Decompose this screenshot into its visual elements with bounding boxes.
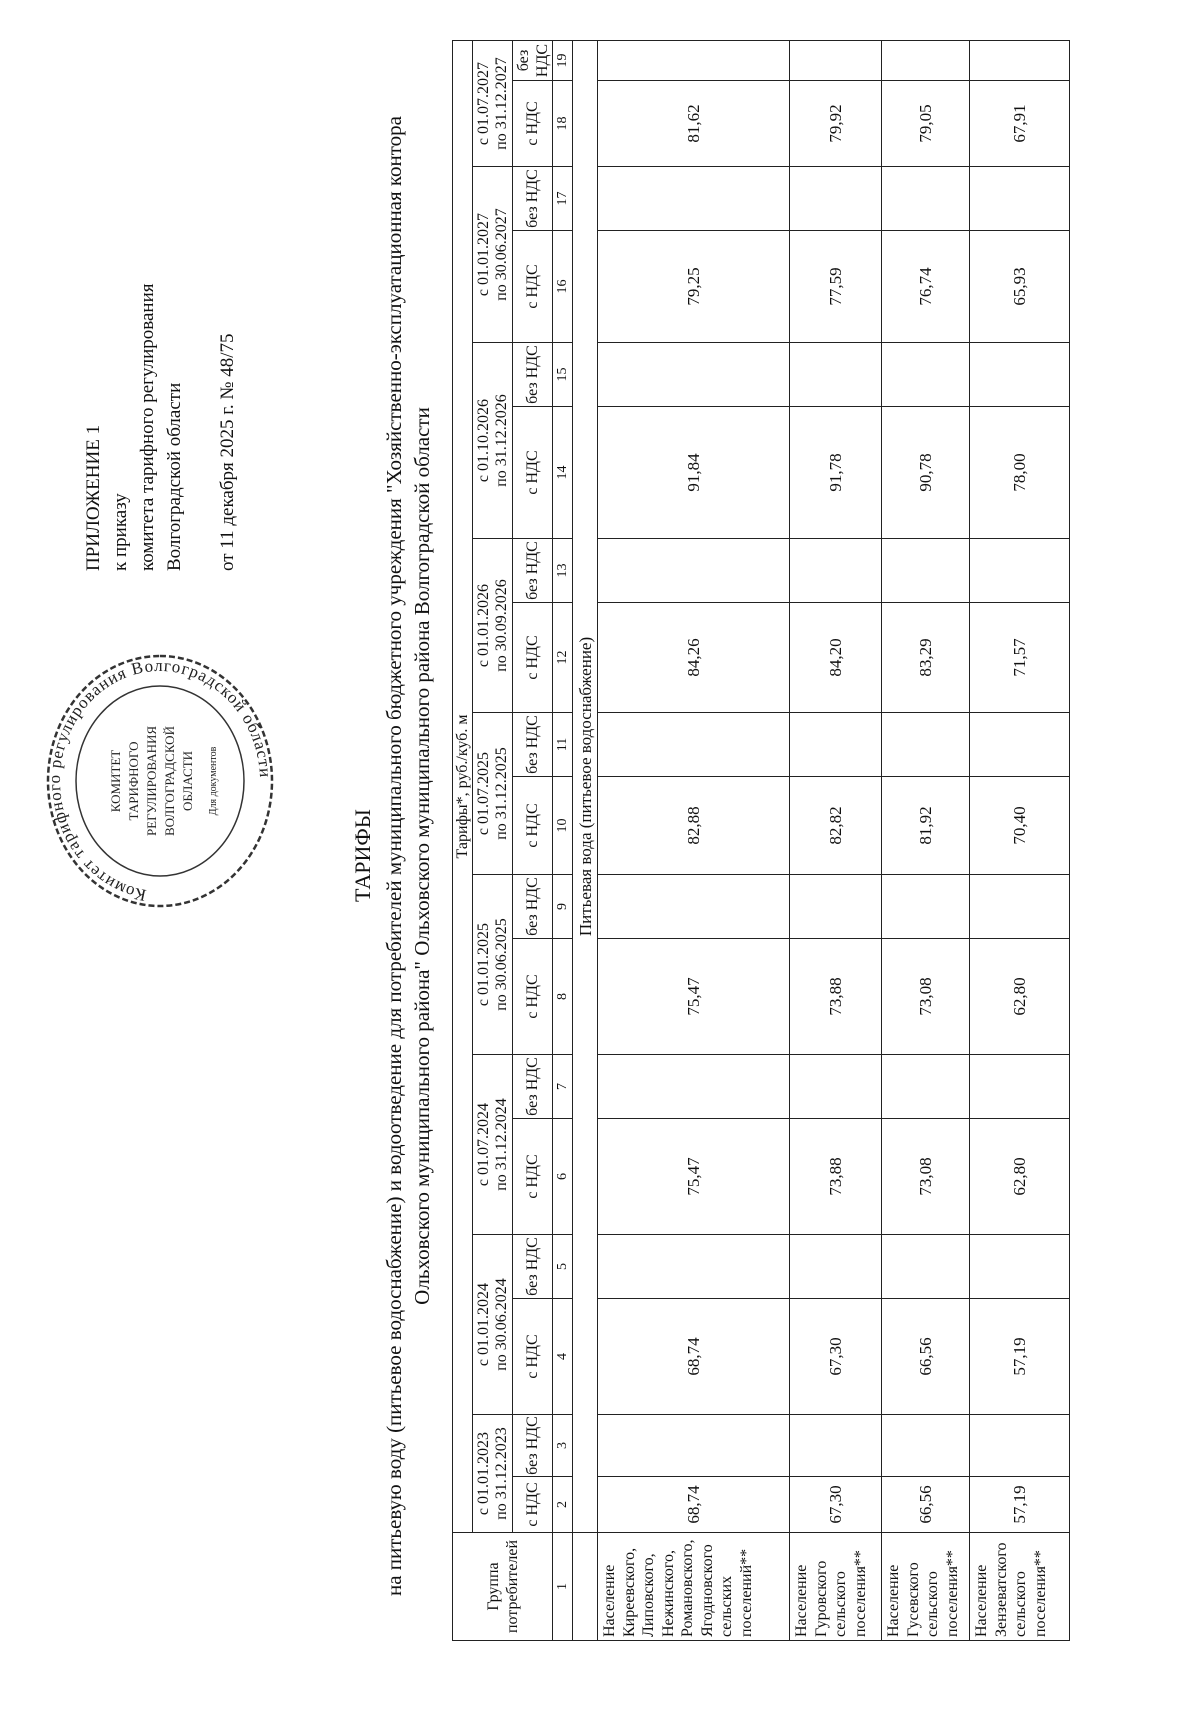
tariff-cell: 68,74 [598,1299,790,1415]
tariff-cell [970,167,1070,231]
tariff-cell: 84,20 [790,603,882,713]
tariff-cell [790,167,882,231]
tariff-cell: 79,05 [882,81,970,167]
tariff-cell [970,1055,1070,1119]
tariff-cell [970,875,1070,939]
period-end: по 30.06.2025 [492,918,510,1011]
table-row [598,41,790,1641]
period-end: по 31.12.2023 [492,1427,510,1520]
tariff-cell [970,343,1070,407]
with-vat-header: с НДС [513,81,553,167]
group-header: Группа потребителей [453,1533,553,1641]
consumer-group-cell: Население Киреевского, Липовского, Нежинского, Романовского, Ягодновского сельских поселений** [598,1533,790,1641]
document-subtitle: на питьевую воду (питьевое водоснабжение) и водоотведение для потребителей муниципального бюджетного учреждения "Хозяйственно-эксплуатационная контора Ольховского муниципального района" Ольховского муниципального района Волгоградской области [382,115,434,1597]
tariff-header: Тарифы*, руб./куб. м [453,41,473,1533]
period-header-7 [473,343,513,539]
with-vat-header: с НДС [513,777,553,875]
tariff-cell [598,167,790,231]
period-header-3 [473,1055,513,1235]
tariff-cell: 73,08 [882,939,970,1055]
tariff-cell: 65,93 [970,231,1070,343]
seal-ring-text: Комитет тарифного регулирования Волгоградской области [44,655,276,905]
tariff-cell [790,875,882,939]
tariff-cell: 66,56 [882,1477,970,1533]
tariff-cell: 79,25 [598,231,790,343]
column-number: 6 [553,1119,573,1235]
tariff-cell [970,539,1070,603]
tariff-cell: 83,29 [882,603,970,713]
tariff-cell [598,1415,790,1477]
with-vat-header: с НДС [513,603,553,713]
tariff-cell [598,539,790,603]
tariff-cell [882,1055,970,1119]
tariff-cell [790,713,882,777]
period-header-8 [473,167,513,343]
tariff-cell [790,41,882,81]
period-start: с 01.07.2027 [474,61,492,146]
period-end: по 30.06.2024 [492,1278,510,1371]
with-vat-header: с НДС [513,1119,553,1235]
tariff-cell: 77,59 [790,231,882,343]
seal-line-1: КОМИТЕТ [108,749,123,813]
tariff-cell [970,41,1070,81]
tariff-cell: 68,74 [598,1477,790,1533]
column-number-row [553,41,573,1641]
period-end: по 31.12.2027 [492,57,510,150]
period-header-6 [473,539,513,713]
column-number: 8 [553,939,573,1055]
tariff-cell: 62,80 [970,939,1070,1055]
tariff-table-wrapper [452,40,1070,1641]
tariff-cell [790,1055,882,1119]
column-number: 18 [553,81,573,167]
tariff-cell: 81,62 [598,81,790,167]
table-row [882,41,970,1641]
tariff-cell [970,713,1070,777]
official-seal [40,646,280,916]
tariff-cell: 75,47 [598,939,790,1055]
tariff-cell: 75,47 [598,1119,790,1235]
tariff-cell [598,1235,790,1299]
period-start: с 01.07.2025 [474,751,492,836]
with-vat-header: с НДС [513,231,553,343]
tariff-cell: 67,91 [970,81,1070,167]
tariff-cell: 90,78 [882,407,970,539]
tariff-cell [598,713,790,777]
tariff-cell: 73,08 [882,1119,970,1235]
appendix-date: от 11 декабря 2025 г. № 48/75 [217,333,238,571]
tariff-cell [790,1235,882,1299]
seal-line-5: ОБЛАСТИ [180,750,195,812]
tariff-cell [882,343,970,407]
consumer-group-cell: Население Гуровского сельского поселения** [790,1533,882,1641]
column-number: 19 [553,41,573,81]
column-number: 5 [553,1235,573,1299]
appendix-title: ПРИЛОЖЕНИЕ 1 [83,424,104,571]
tariff-cell: 71,57 [970,603,1070,713]
tariff-cell: 91,78 [790,407,882,539]
tariff-cell [882,167,970,231]
consumer-group-cell: Население Гусевского сельского поселения** [882,1533,970,1641]
tariff-cell [882,713,970,777]
without-vat-header: без НДС [513,1055,553,1119]
seal-line-4: ВОЛГОГРАДСКОЙ [162,726,177,836]
period-start: с 01.01.2025 [474,922,492,1007]
column-number: 17 [553,167,573,231]
period-end: по 31.12.2025 [492,747,510,840]
column-number: 9 [553,875,573,939]
seal-small-text: Для документов [208,746,219,816]
with-vat-header: с НДС [513,1299,553,1415]
section-row [573,41,598,1641]
document-title: ТАРИФЫ [350,809,375,902]
tariff-cell [882,41,970,81]
tariff-cell: 82,88 [598,777,790,875]
appendix-line-3: Волгоградской области [164,382,185,571]
table-row [790,41,882,1641]
period-header-4 [473,875,513,1055]
column-number: 13 [553,539,573,603]
without-vat-header: без НДС [513,1235,553,1299]
tariff-cell: 79,92 [790,81,882,167]
with-vat-header: с НДС [513,407,553,539]
column-number: 4 [553,1299,573,1415]
period-start: с 01.01.2026 [474,583,492,668]
period-header-1 [473,1415,513,1533]
vat-header-row [513,41,553,1641]
column-number: 12 [553,603,573,713]
without-vat-header: без НДС [513,1415,553,1477]
with-vat-header: с НДС [513,1477,553,1533]
column-number: 10 [553,777,573,875]
tariff-cell: 57,19 [970,1299,1070,1415]
tariff-cell [598,1055,790,1119]
tariff-cell: 66,56 [882,1299,970,1415]
period-start: с 01.01.2023 [474,1431,492,1516]
appendix-line-2: комитета тарифного регулирования [137,283,158,571]
without-vat-header: без НДС [513,539,553,603]
tariff-cell [882,539,970,603]
period-end: по 31.12.2024 [492,1098,510,1191]
period-start: с 01.01.2027 [474,212,492,297]
tariff-cell [790,1415,882,1477]
tariff-cell [598,875,790,939]
with-vat-header: с НДС [513,939,553,1055]
tariff-cell [882,1235,970,1299]
tariff-cell: 73,88 [790,939,882,1055]
tariff-cell: 78,00 [970,407,1070,539]
without-vat-header: без НДС [513,875,553,939]
tariff-cell [882,1415,970,1477]
seal-line-3: РЕГУЛИРОВАНИЯ [144,725,159,837]
tariff-cell: 91,84 [598,407,790,539]
without-vat-header: без НДС [513,41,553,81]
tariff-cell: 67,30 [790,1299,882,1415]
tariff-cell: 70,40 [970,777,1070,875]
tariff-cell: 84,26 [598,603,790,713]
period-end: по 30.06.2027 [492,208,510,301]
period-header-row [473,41,513,1641]
section-title: Питьевая вода (питьевое водоснабжение) [573,41,598,1533]
column-number: 14 [553,407,573,539]
tariff-cell: 82,82 [790,777,882,875]
column-number: 7 [553,1055,573,1119]
period-header-2 [473,1235,513,1415]
appendix-line-1: к приказу [110,493,131,571]
tariff-cell [970,1415,1070,1477]
consumer-group-cell: Население Зензеватского сельского поселения** [970,1533,1070,1641]
tariff-cell [598,343,790,407]
column-number: 15 [553,343,573,407]
tariff-cell [970,1235,1070,1299]
tariff-cell: 76,74 [882,231,970,343]
column-number: 11 [553,713,573,777]
period-end: по 30.09.2026 [492,579,510,672]
appendix-block [80,151,241,571]
period-header-9 [473,41,513,167]
period-end: по 31.12.2026 [492,394,510,487]
tariff-cell [882,875,970,939]
period-start: с 01.07.2024 [474,1102,492,1187]
tariff-cell [790,539,882,603]
table-row [970,41,1070,1641]
period-start: с 01.01.2024 [474,1282,492,1367]
tariff-table [452,40,1070,1641]
tariff-cell: 62,80 [970,1119,1070,1235]
period-header-5 [473,713,513,875]
column-number: 16 [553,231,573,343]
without-vat-header: без НДС [513,343,553,407]
without-vat-header: без НДС [513,167,553,231]
column-number: 3 [553,1415,573,1477]
tariff-cell: 57,19 [970,1477,1070,1533]
tariff-cell: 81,92 [882,777,970,875]
without-vat-header: без НДС [513,713,553,777]
seal-line-2: ТАРИФНОГО [126,741,141,821]
period-start: с 01.10.2026 [474,398,492,483]
tariff-cell [790,343,882,407]
tariff-cell: 67,30 [790,1477,882,1533]
tariff-cell [598,41,790,81]
tariff-cell: 73,88 [790,1119,882,1235]
column-number: 2 [553,1477,573,1533]
column-number: 1 [553,1533,573,1641]
